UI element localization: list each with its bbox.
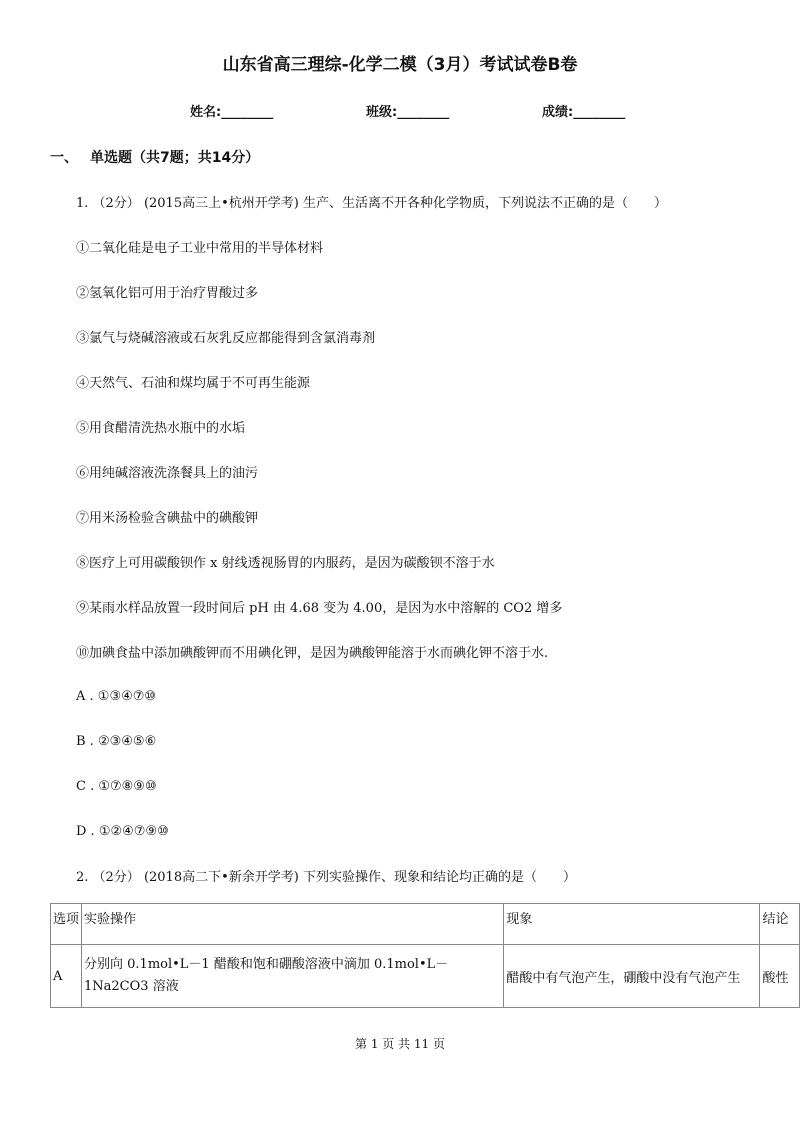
question-2-stem: 2. （2分） (2018高二下•新余开学考) 下列实验操作、现象和结论均正确的是（ ） — [76, 870, 576, 885]
statement-item: ①二氧化硅是电子工业中常用的半导体材料 — [76, 241, 324, 256]
option-a: A . ①③④⑦⑩ — [76, 689, 157, 704]
page-footer: 第 1 页 共 11 页 — [355, 1037, 445, 1051]
statement-item: ⑥用纯碱溶液洗涤餐具上的油污 — [76, 466, 259, 481]
page-title: 山东省高三理综-化学二模（3月）考试试卷B卷 — [222, 55, 578, 75]
table-cell: 酸性 — [760, 945, 800, 1008]
question-1-stem: 1. （2分） (2015高三上•杭州开学考) 生产、生活离不开各种化学物质，下列说法不正确的是（ ） — [76, 196, 667, 211]
name-field-label: 姓名:________ — [190, 105, 274, 120]
statement-item: ⑧医疗上可用碳酸钡作 x 射线透视肠胃的内服药，是因为碳酸钡不溶于水 — [76, 556, 495, 571]
statement-item: ⑨某雨水样品放置一段时间后 pH 由 4.68 变为 4.00，是因为水中溶解的 CO2 增多 — [76, 601, 563, 616]
table-cell: 分别向 0.1mol•L－1 醋酸和饱和硼酸溶液中滴加 0.1mol•L－1Na2CO3 溶液 — [82, 945, 504, 1008]
table-cell: A — [51, 945, 82, 1008]
section-number: 一、 — [50, 150, 78, 166]
option-c: C . ①⑦⑧⑨⑩ — [76, 779, 157, 794]
table-header-cell: 结论 — [760, 904, 800, 945]
table-header-cell: 现象 — [504, 904, 760, 945]
option-b: B . ②③④⑤⑥ — [76, 734, 157, 749]
score-field-label: 成绩:________ — [542, 105, 626, 120]
statement-item: ⑦用米汤检验含碘盐中的碘酸钾 — [76, 511, 259, 526]
table-row — [51, 945, 800, 1008]
statement-item: ⑤用食醋清洗热水瓶中的水垢 — [76, 421, 246, 436]
table-header-cell: 实验操作 — [82, 904, 504, 945]
table-header-cell: 选项 — [51, 904, 82, 945]
section-title: 单选题（共7题；共14分） — [90, 150, 260, 166]
statement-item: ⑩加碘食盐中添加碘酸钾而不用碘化钾，是因为碘酸钾能溶于水而碘化钾不溶于水. — [76, 646, 549, 661]
table-header-row — [51, 904, 800, 945]
section-heading — [50, 147, 259, 167]
question-2-table — [50, 903, 800, 1008]
statement-item: ④天然气、石油和煤均属于不可再生能源 — [76, 376, 311, 391]
statement-item: ②氢氧化铝可用于治疗胃酸过多 — [76, 286, 259, 301]
statement-item: ③氯气与烧碱溶液或石灰乳反应都能得到含氯消毒剂 — [76, 331, 376, 346]
class-field-label: 班级:________ — [366, 105, 450, 120]
table-cell: 醋酸中有气泡产生，硼酸中没有气泡产生 — [504, 945, 760, 1008]
option-d: D . ①②④⑦⑨⑩ — [76, 824, 169, 839]
